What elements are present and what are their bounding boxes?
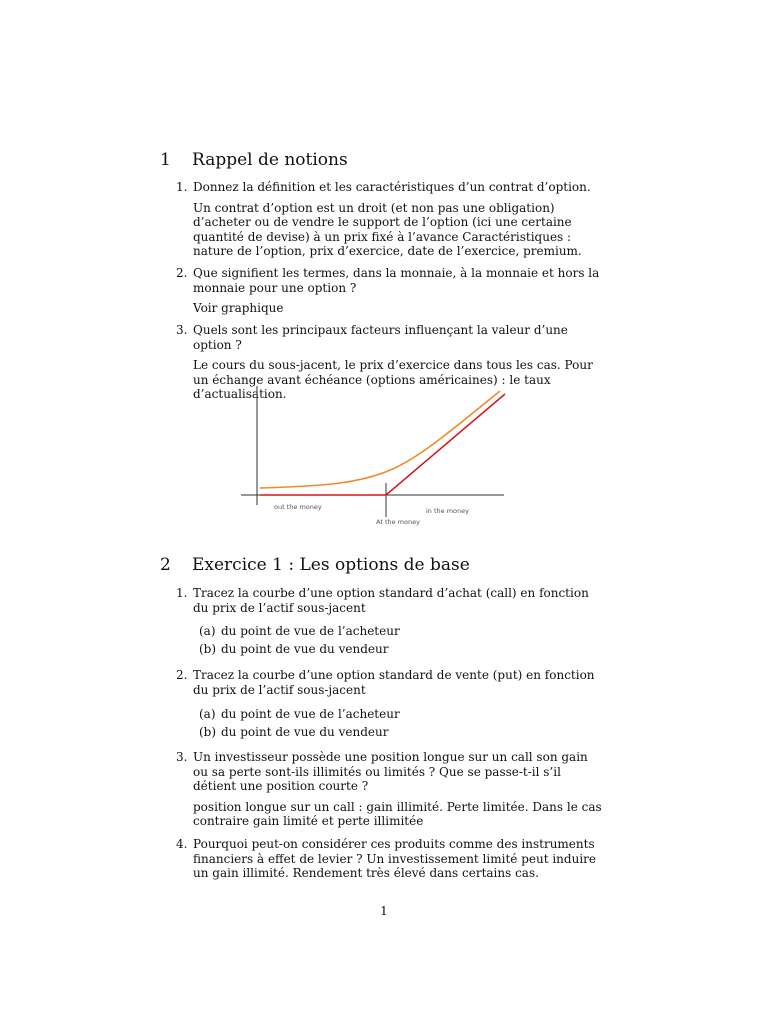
section-title-text: Exercice 1 : Les options de base (192, 555, 470, 575)
sub-item-text: du point de vue de l’acheteur (221, 707, 400, 721)
item-number: 2. (176, 266, 188, 280)
section-number: 1 (160, 150, 171, 170)
intrinsic-value-line (260, 394, 505, 495)
item-question: Tracez la courbe d’une option standard d’achat (call) en fonction du prix de l’actif sous-jacent (193, 586, 589, 615)
item-number: 2. (176, 668, 188, 682)
item-question: Que signifient les termes, dans la monnaie, à la monnaie et hors la monnaie pour une option ? (193, 266, 600, 295)
item-question: Un investisseur possède une position longue sur un call son gain ou sa perte sont-ils illimités ou limités ? Que se passe-t-il s’il détient une position courte ? (193, 750, 588, 793)
list-item (176, 180, 606, 259)
section-number: 2 (160, 555, 171, 575)
section-title-text: Rappel de notions (192, 150, 348, 170)
item-question: Pourquoi peut-on considérer ces produits comme des instruments financiers à effet de levier ? Un investissement limité peut induire un gain illimité. Rendement très élevé dans certains cas. (193, 837, 596, 880)
sub-item (199, 624, 400, 638)
item-question: Tracez la courbe d’une option standard de vente (put) en fonction du prix de l’actif sous-jacent (193, 668, 595, 697)
page-number: 1 (380, 904, 388, 918)
moneyness-figure (238, 383, 510, 529)
sub-item (199, 707, 400, 721)
item-question: Quels sont les principaux facteurs influençant la valeur d’une option ? (193, 323, 568, 352)
item-number: 1. (176, 180, 188, 194)
option-value-curve (260, 391, 500, 488)
sub-item-text: du point de vue du vendeur (221, 725, 389, 739)
item-number: 1. (176, 586, 188, 600)
section-title (160, 150, 620, 170)
list-item (176, 668, 606, 697)
at-the-money-label: At the money (376, 518, 420, 526)
sub-item (199, 725, 388, 739)
item-answer: Un contrat d’option est un droit (et non pas une obligation) d’acheter ou de vendre le support de l’option (ici une certaine quantité de devise) à un prix fixé à l’avance Caractéristiques : nature de l’option, prix d’exercice, date de l’exercice, premium. (193, 200, 582, 258)
sub-item-label: (b) (199, 725, 217, 739)
item-answer: position longue sur un call : gain illimité. Perte limitée. Dans le cas contraire gain limité et perte illimitée (193, 799, 602, 828)
item-number: 3. (176, 323, 188, 337)
sub-item-text: du point de vue de l’acheteur (221, 624, 400, 638)
in-the-money-label: in the money (426, 507, 469, 515)
list-item (176, 266, 606, 316)
sub-item-label: (b) (199, 642, 217, 656)
list-item (176, 750, 606, 829)
list-item (176, 586, 606, 615)
item-answer: Voir graphique (193, 301, 284, 315)
sub-item-label: (a) (199, 624, 216, 638)
section-2-heading (160, 555, 620, 575)
item-number: 3. (176, 750, 188, 764)
sub-item (199, 642, 388, 656)
item-number: 4. (176, 837, 188, 851)
sub-item-text: du point de vue du vendeur (221, 642, 389, 656)
sub-item-label: (a) (199, 707, 216, 721)
list-item (176, 837, 606, 881)
section-title (160, 555, 620, 575)
item-question: Donnez la définition et les caractéristiques d’un contrat d’option. (193, 180, 591, 194)
out-of-the-money-label: out the money (274, 503, 322, 511)
item-answer: Le cours du sous-jacent, le prix d’exercice dans tous les cas. Pour un échange avant échéance (options américaines) : le taux d’actualisation. (193, 358, 593, 401)
section-1-heading (160, 150, 620, 170)
